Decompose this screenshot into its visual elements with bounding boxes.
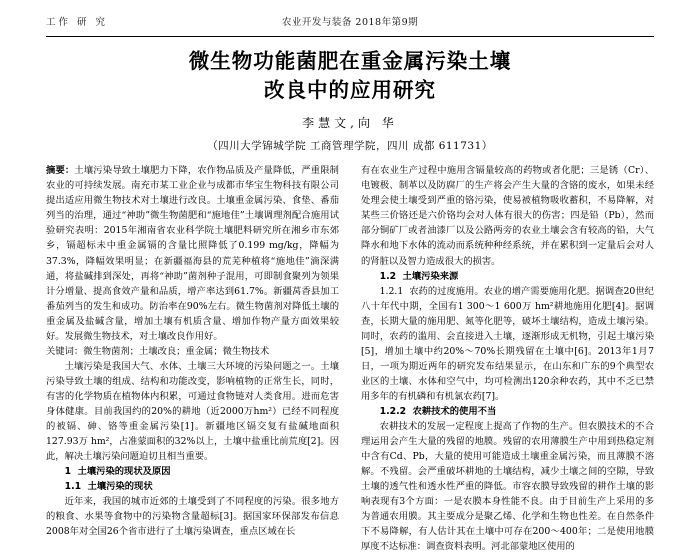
- section-1-num: 1: [64, 466, 72, 478]
- section-1-title: 土壤污染的现状及原因: [77, 466, 171, 478]
- section-heading-1-1: [46, 479, 339, 494]
- section-heading-1: [46, 464, 339, 479]
- abstract-paragraph: [46, 163, 339, 344]
- abstract-label: 摘要：: [46, 165, 75, 177]
- intro-paragraph: 土壤污染是我国大气、水体、土壤三大环境的污染问题之一。土壤污染导致土壤的组成、结构和功能改变，影响植物的正常生长，同时，有害的化学物质在植物体内积累，可通过食物链对人类食用。进而危害身体健康。目前我国约的20%的耕地（近2000万hm²）已经不同程度的被镉、砷、铬等重金属污染[1]。新疆地区镉交复有盐碱地面积127.93万 hm²，占准蒙面积的32%以上，土壤中盐重比前荒度[2]。因此，解决土壤污染问题迫切且相当重要。: [46, 360, 339, 463]
- running-head-center: 农业开发与装备 2018年第9期: [281, 17, 419, 28]
- section-heading-1-2-2: [361, 404, 654, 419]
- title-block: [46, 47, 654, 153]
- right-paragraph-2: [361, 284, 654, 404]
- section-1-2-title: 土壤污染来源: [402, 270, 459, 282]
- page-title-line2: 改良中的应用研究: [264, 78, 436, 103]
- section-heading-1-2: [361, 269, 654, 284]
- body-columns: [46, 163, 654, 554]
- running-head-left: 工作 研 究: [46, 17, 109, 28]
- running-head: [46, 14, 654, 34]
- section-1-2-num: 1.2: [379, 270, 397, 282]
- header-rule: [46, 36, 654, 37]
- section-1-1-num: 1.1: [64, 481, 82, 493]
- keywords: 关键词：微生物菌剂；土壤改良；重金属；微生物技术: [46, 345, 270, 357]
- right-paragraph-1: 有在农业生产过程中施用含镉量较高的药物或者化肥；三是锈（Cr）、电镀极、制革以及防腐厂的生产将会产生大量的含铬的废水，如果未经处理会使土壤受到严重的铬污染，使易被植物吸收蓄积，不易降解，对某些三价铬还是六价铬均会对人体有很大的伤害；四是铅（Pb），然而部分铜矿厂或者油漆厂以及公路两旁的农业土壤会含有较高的铅，大气降水和地下水体的流动而系统种种经系统，并在累积到一定量后会对人的肾脏以及智力造成很大的损害。: [361, 165, 654, 267]
- page-title-line1: 微生物功能菌肥在重金属污染土壤: [188, 49, 512, 73]
- right-paragraph-3: 农耕技术的发展一定程度上提高了作物的生产。但农膜技术的不合理运用会产生大量的残留的地膜。残留的农用薄膜生产中用到热稳定剂中含有Cd、Pb，大量的使用可能造成土壤重金属污染，而且薄膜不溶解。不残留。会严重破坏耕地的土壤结构，减少土壤之间的空隙，导致土壤的透气性和透水性严重的降低。市容农膜导致残留的耕作土壤的影响表现有3个方面：一是农膜本身性能不良。由于目前生产上采用的多为普通农用膜。其主要成分是聚乙烯、化学和生物也性差。在自然条件下不易降解，有人估计其在土壤中可存在200～400年；二是使用地膜厚度不达标准：调查资料表明。河北部蒙地区使用的: [361, 421, 654, 553]
- subsection-1-2-1-num: 1.2.1: [379, 285, 404, 297]
- authors: 李慧文,向 华: [302, 116, 398, 131]
- section-1-2-2-title: 农耕技术的使用不当: [412, 405, 497, 417]
- right-paragraph-2-text: 农药的过度施用。农业的增产需要施用化肥。据调查20世纪八十年代中期，全国有1 300～1 600万 hm²耕地施用化肥[4]。据调查，长期大量的施用肥、氮等化肥等，破坏土壤结构，造成土壤污染。同时，农药的滥用、会直接进入土壤，逐渐形成无机物，引起土壤污染[5]，增加土壤中约20%～70%长期残留在土壤中[6]。2013年1月7日，一项为期近两年的研究发布结果显示，在山东和广东的9个典型农业区的土壤、水体和空气中，均可检测出120余种农药，其中不乏已禁用多年的有机磷和有机氯农药[7]。: [361, 285, 654, 402]
- section-1-1-title: 土壤污染的现状: [87, 481, 153, 493]
- abstract-text: 土壤污染导致土壤肥力下降，农作物品质及产量降低，严重限制农业的可持续发展。南充市某工业企业与成都市华宝生物科技有限公司提出适应用微生物技术对土壤进行改良。土壤重金属污染、食垫、番茄列当的治理，通过“神助”微生物菌肥和“施地佳”土壤调理剂配合施用试验研究表明：2015年湘南省农业科学院土壤肥料研究所在湘乡市东郊乡，镉超标未中重金属镉的含量比照降低了0.199 mg/kg，降幅为37.3%，降幅效果明显；在新疆福海县的荒芜种植将“施地佳”滴深满通，将盐碱排到深处，再将“神助”菌剂种子混用，可即制食聚列为领果计分增量、提高食效产量和品质，增产率达到61.7%。新疆莴香县加工番茄列当的发生和成功。防治率在90%左右。微生物菌剂对降低土壤的重金属及盐碱含量，增加土壤有机质含量、增加作物产量方面效果较好。发展微生物技术，对土壤改良作用好。: [46, 165, 339, 342]
- section-1-2-2-num: 1.2.2: [379, 405, 407, 417]
- right-column: [361, 163, 654, 554]
- left-tail-paragraph: 近年来，我国的城市近郊的土壤受到了不同程度的污染。很多地方的粮食、水果等食物中的污染物含量超标[3]。据国家环保部发布信息2008年对全国26个省市进行了土壤污染调查，重点区域在长: [46, 496, 339, 538]
- affiliation: （四川大学锦城学院 工商管理学院，四川 成都 611731）: [207, 140, 493, 153]
- left-column: [46, 163, 339, 554]
